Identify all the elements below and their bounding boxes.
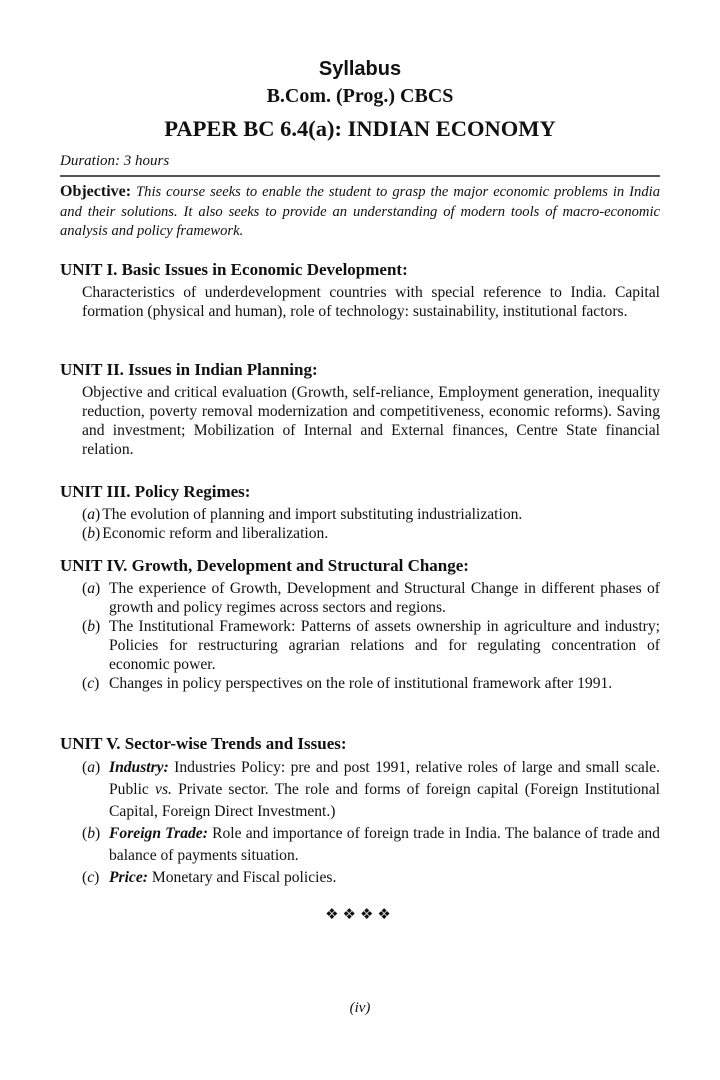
list-item (82, 505, 660, 524)
item-text: Private sector. The role and forms of foreign capital (Foreign Institutional Capital, Foreign Direct Investment.) (109, 781, 660, 820)
list-item (82, 823, 660, 867)
unit-4 (60, 556, 660, 693)
unit-items (60, 757, 660, 889)
section-end-ornament-icon: ❖❖❖❖ (325, 905, 395, 923)
objective-text: This course seeks to enable the student to grasp the major economic problems in India and their solutions. It also seeks to provide an understanding of modern tools of macro-economic analysis and policy framework. (60, 184, 660, 239)
unit-heading: UNIT IV. Growth, Development and Structural Change: (60, 556, 469, 575)
unit-body: Characteristics of underdevelopment countries with special reference to India. Capital formation (physical and human), role of technology: sustainability, institutional factors. (82, 284, 660, 320)
list-item (82, 867, 660, 889)
page-number: (iv) (349, 1000, 371, 1016)
item-text-italic: vs. (155, 781, 172, 798)
list-item (82, 674, 660, 693)
item-text: Role and importance of foreign trade in India. The balance of trade and balance of payments situation. (109, 825, 660, 864)
item-marker: (c) (82, 675, 100, 692)
objective-paragraph (60, 182, 660, 242)
item-text: The Institutional Framework: Patterns of assets ownership in agriculture and industry; Policies for restructuring agrarian relations and for regulating concentration of economic power. (109, 618, 660, 673)
item-marker: (c) (82, 869, 100, 886)
item-marker: (b) (82, 525, 101, 542)
item-lead: Price: (109, 869, 148, 886)
item-marker: (a) (82, 506, 101, 523)
syllabus-title: Syllabus (318, 58, 402, 80)
item-text: The experience of Growth, Development and Structural Change in different phases of growth and policy regimes across sectors and regions. (109, 580, 660, 616)
header-divider (60, 175, 660, 177)
item-text: The evolution of planning and import substituting industrialization. (102, 506, 523, 523)
unit-items (60, 505, 660, 543)
unit-heading: UNIT I. Basic Issues in Economic Development: (60, 260, 408, 279)
list-item (82, 579, 660, 617)
unit-2 (60, 360, 660, 459)
unit-items (60, 579, 660, 693)
unit-1 (60, 260, 660, 321)
unit-heading: UNIT V. Sector-wise Trends and Issues: (60, 734, 347, 753)
item-text: Economic reform and liberalization. (102, 525, 329, 542)
objective-label: Objective: (60, 183, 132, 200)
list-item (82, 757, 660, 823)
item-text: Changes in policy perspectives on the role of institutional framework after 1991. (109, 675, 613, 692)
item-marker: (b) (82, 825, 101, 842)
course-title: B.Com. (Prog.) CBCS (266, 85, 454, 107)
unit-body: Objective and critical evaluation (Growth, self-reliance, Employment generation, inequality reduction, poverty removal modernization and competitiveness, economic reforms). Saving and investment; Mobilization of Internal and External finances, Centre State financial relation. (82, 384, 660, 458)
item-text: Industries Policy: pre and post 1991, relative roles of large and small scale. Public (109, 759, 660, 798)
item-marker: (a) (82, 580, 101, 597)
item-marker: (a) (82, 759, 101, 776)
paper-title: PAPER BC 6.4(a): INDIAN ECONOMY (164, 116, 556, 141)
list-item (82, 524, 660, 543)
unit-heading: UNIT II. Issues in Indian Planning: (60, 360, 318, 379)
duration-text: Duration: 3 hours (60, 153, 170, 169)
unit-5 (60, 734, 660, 889)
item-marker: (b) (82, 618, 101, 635)
item-lead: Industry: (109, 759, 169, 776)
list-item (82, 617, 660, 674)
item-lead: Foreign Trade: (109, 825, 208, 842)
unit-3 (60, 482, 660, 543)
item-text: Monetary and Fiscal policies. (147, 869, 337, 886)
unit-heading: UNIT III. Policy Regimes: (60, 482, 251, 501)
